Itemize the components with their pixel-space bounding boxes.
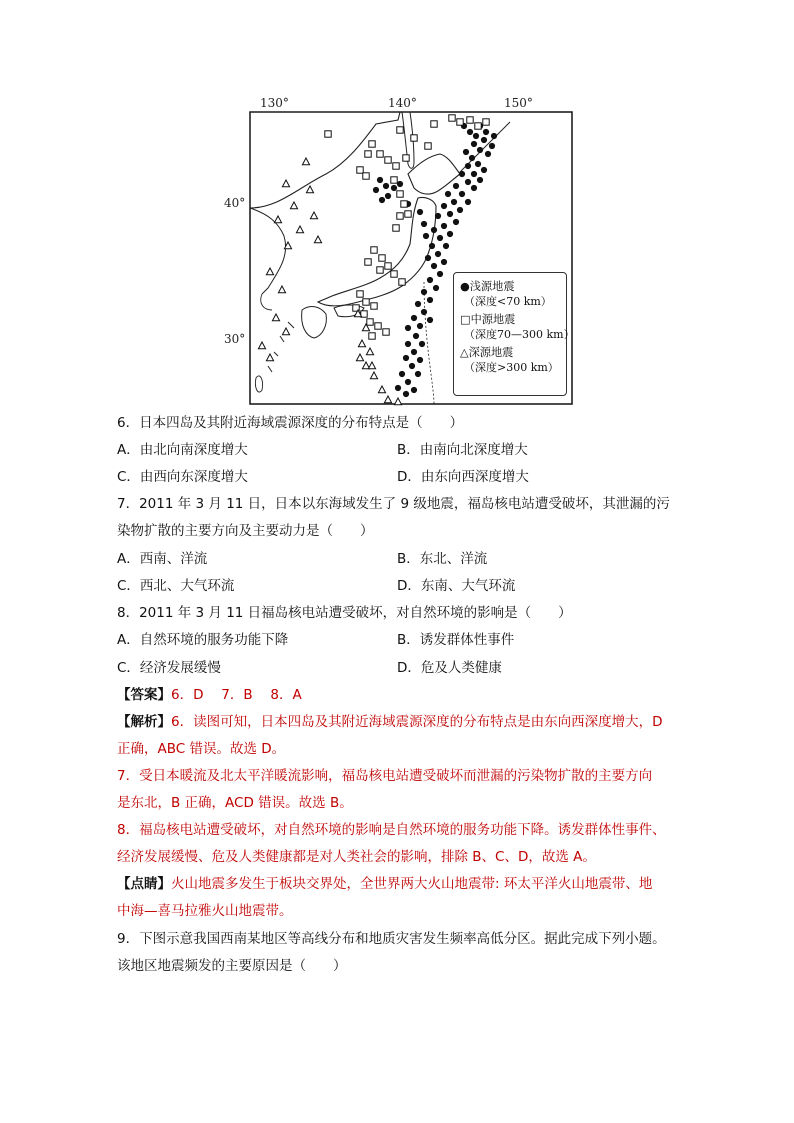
shallow-quake-dot	[467, 129, 473, 135]
medium-quake-square	[483, 119, 489, 125]
medium-quake-square	[357, 167, 363, 173]
shallow-quake-dot	[377, 177, 383, 183]
shallow-quake-dot	[415, 301, 421, 307]
tip-line1-text: 火山地震多发生于板块交界处，全世界两大火山地震带: 环太平洋火山地震带、地	[171, 876, 653, 892]
analysis-line1-text: 6．读图可知，日本四岛及其附近海域震源深度的分布特点是由东向西深度增大，D	[171, 714, 663, 730]
shallow-quake-dot	[419, 341, 425, 347]
medium-quake-square	[379, 255, 385, 261]
q8-option-c: C．经济发展缓慢	[117, 660, 221, 676]
tip-label: 【点睛】	[117, 876, 171, 892]
shallow-quake-dot	[441, 203, 447, 209]
medium-quake-square	[357, 291, 363, 297]
shallow-quake-dot	[465, 199, 471, 205]
medium-quake-square	[385, 263, 391, 269]
analysis-line5: 8．福岛核电站遭受破坏，对自然环境的影响是自然环境的服务功能下降。诱发群体性事件、	[117, 822, 666, 838]
shallow-quake-dot	[437, 235, 443, 241]
lat-label-40: 40°	[224, 196, 246, 210]
shallow-quake-dot	[417, 357, 423, 363]
medium-quake-square	[367, 319, 373, 325]
shallow-quake-dot	[471, 185, 477, 191]
q6-option-d: D．由东向西深度增大	[397, 469, 529, 485]
shallow-quake-dot	[435, 213, 441, 219]
shallow-quake-dot	[485, 151, 491, 157]
answer-label: 【答案】	[117, 687, 171, 703]
q6-option-b: B．由南向北深度增大	[397, 442, 528, 458]
lat-label-30: 30°	[224, 332, 246, 346]
q7-option-c: C．西北、大气环流	[117, 578, 235, 594]
shallow-quake-dot	[383, 183, 389, 189]
q8-stem: 8．2011 年 3 月 11 日福岛核电站遭受破坏，对自然环境的影响是（ ）	[117, 605, 572, 621]
medium-quake-square	[375, 323, 381, 329]
legend-deep	[460, 345, 562, 360]
shallow-quake-dot	[457, 207, 463, 213]
shallow-quake-dot	[453, 219, 459, 225]
medium-quake-square	[369, 141, 375, 147]
analysis-line6: 经济发展缓慢、危及人类健康都是对人类社会的影响，排除 B、C、D，故选 A。	[117, 849, 596, 865]
shallow-quake-dot	[431, 263, 437, 269]
shallow-quake-dot	[397, 181, 403, 187]
legend-medium-depth: （深度70—300 km）	[464, 328, 575, 341]
shallow-quake-dot	[453, 183, 459, 189]
shallow-quake-dot	[481, 167, 487, 173]
legend-shallow-depth: （深度<70 km）	[464, 295, 552, 308]
shallow-quake-dot	[451, 199, 457, 205]
shallow-quake-dot	[459, 191, 465, 197]
medium-quake-square	[391, 177, 397, 183]
shallow-quake-dot	[471, 141, 477, 147]
analysis-line3: 7．受日本暖流及北太平洋暖流影响，福岛核电站遭受破坏而泄漏的污染物扩散的主要方向	[117, 768, 653, 784]
shallow-quake-dot	[443, 243, 449, 249]
q7-stem-line2: 染物扩散的主要方向及主要动力是（ ）	[117, 523, 374, 539]
shallow-quake-dot	[427, 317, 433, 323]
medium-quake-square	[397, 213, 403, 219]
shallow-quake-dot	[465, 179, 471, 185]
shallow-quake-dot	[373, 187, 379, 193]
shallow-quake-dot	[417, 209, 423, 215]
shallow-quake-dot	[391, 185, 397, 191]
shallow-quake-dot	[477, 177, 483, 183]
medium-quake-square	[383, 329, 389, 335]
shallow-quake-dot	[437, 271, 443, 277]
medium-quake-square	[391, 271, 397, 277]
shallow-quake-dot	[491, 133, 497, 139]
earthquake-depth-map	[224, 96, 575, 406]
shallow-quake-dot	[463, 149, 469, 155]
analysis-line1	[117, 713, 662, 731]
lon-label-130: 130°	[260, 96, 289, 110]
shallow-quake-dot	[445, 191, 451, 197]
shallow-quake-dot	[471, 171, 477, 177]
medium-quake-square	[467, 117, 473, 123]
q9-line1: 9．下图示意我国西南某地区等高线分布和地质灾害发生频率高低分区。据此完成下列小题。	[117, 931, 666, 947]
shallow-quake-dot	[447, 231, 453, 237]
tip-line2: 中海—喜马拉雅火山地震带。	[117, 903, 293, 919]
medium-quake-square	[449, 115, 455, 121]
medium-quake-square	[385, 157, 391, 163]
shallow-quake-dot	[413, 333, 419, 339]
shallow-quake-dot	[469, 155, 475, 161]
medium-quake-square	[369, 333, 375, 339]
legend-medium-title: □中源地震	[460, 313, 516, 326]
analysis-line2: 正确，ABC 错误。故选 D。	[117, 741, 286, 757]
answer-line	[117, 686, 302, 704]
medium-quake-square	[371, 247, 377, 253]
legend-medium	[460, 312, 562, 327]
medium-quake-square	[325, 131, 331, 137]
analysis-line4: 是东北，B 正确，ACD 错误。故选 B。	[117, 795, 353, 811]
shallow-quake-dot	[431, 227, 437, 233]
medium-quake-square	[405, 211, 411, 217]
medium-quake-square	[393, 225, 399, 231]
medium-quake-square	[371, 303, 377, 309]
shallow-quake-dot	[415, 371, 421, 377]
shallow-quake-dot	[475, 161, 481, 167]
shallow-quake-dot	[405, 341, 411, 347]
q7-option-a: A．西南、洋流	[117, 551, 208, 567]
q7-stem-line1: 7．2011 年 3 月 11 日，日本以东海域发生了 9 级地震，福岛核电站遭受破坏，其泄漏的污	[117, 496, 670, 512]
map-legend	[453, 272, 575, 396]
shallow-quake-dot	[427, 277, 433, 283]
shallow-quake-dot	[421, 289, 427, 295]
shallow-quake-dot	[483, 129, 489, 135]
medium-quake-square	[393, 163, 399, 169]
medium-quake-square	[403, 155, 409, 161]
q8-option-a: A．自然环境的服务功能下降	[117, 632, 289, 648]
medium-quake-square	[411, 135, 417, 141]
lon-label-150: 150°	[504, 96, 533, 110]
tip-line1	[117, 875, 652, 893]
shallow-quake-dot	[465, 163, 471, 169]
shallow-quake-dot	[385, 193, 391, 199]
medium-quake-square	[397, 127, 403, 133]
lon-label-140: 140°	[388, 96, 417, 110]
medium-quake-square	[457, 119, 463, 125]
shallow-quake-dot	[379, 197, 385, 203]
shallow-quake-dot	[405, 379, 411, 385]
shallow-quake-dot	[423, 233, 429, 239]
q9-line2: 该地区地震频发的主要原因是（ ）	[117, 958, 347, 974]
q7-option-d: D．东南、大气环流	[397, 578, 516, 594]
q6-option-c: C．由西向东深度增大	[117, 469, 248, 485]
shallow-quake-dot	[433, 285, 439, 291]
medium-quake-square	[475, 123, 481, 129]
medium-quake-square	[425, 143, 431, 149]
shallow-quake-dot	[425, 255, 431, 261]
shallow-quake-dot	[411, 349, 417, 355]
shallow-quake-dot	[395, 385, 401, 391]
shallow-quake-dot	[399, 371, 405, 377]
medium-quake-square	[397, 191, 403, 197]
answer-text: 6．D 7．B 8．A	[171, 687, 302, 703]
q6-stem: 6．日本四岛及其附近海域震源深度的分布特点是（ ）	[117, 415, 464, 431]
medium-quake-square	[363, 299, 369, 305]
shallow-quake-dot	[403, 391, 409, 397]
medium-quake-square	[399, 279, 405, 285]
shallow-quake-dot	[481, 137, 487, 143]
medium-quake-square	[401, 201, 407, 207]
shallow-quake-dot	[405, 325, 411, 331]
analysis-label: 【解析】	[117, 714, 171, 730]
shallow-quake-dot	[473, 133, 479, 139]
q8-option-b: B．诱发群体性事件	[397, 632, 515, 648]
shallow-quake-dot	[441, 223, 447, 229]
shallow-quake-dot	[421, 221, 427, 227]
shallow-quake-dot	[411, 387, 417, 393]
shallow-quake-dot	[489, 143, 495, 149]
shallow-quake-dot	[477, 147, 483, 153]
q6-option-a: A．由北向南深度增大	[117, 442, 248, 458]
shallow-quake-dot	[403, 355, 409, 361]
shallow-quake-dot	[441, 259, 447, 265]
q7-option-b: B．东北、洋流	[397, 551, 488, 567]
medium-quake-square	[365, 259, 371, 265]
shallow-quake-dot	[447, 211, 453, 217]
shallow-quake-dot	[427, 297, 433, 303]
medium-quake-square	[377, 151, 383, 157]
shallow-quake-dot	[417, 323, 423, 329]
shallow-quake-dot	[409, 363, 415, 369]
shallow-quake-dot	[435, 251, 441, 257]
legend-shallow	[460, 279, 562, 294]
q8-option-d: D．危及人类健康	[397, 660, 502, 676]
shallow-quake-dot	[411, 315, 417, 321]
legend-deep-depth: （深度>300 km）	[464, 361, 559, 374]
medium-quake-square	[431, 121, 437, 127]
medium-quake-square	[377, 267, 383, 273]
shallow-quake-dot	[459, 171, 465, 177]
legend-deep-title: △深源地震	[460, 346, 514, 359]
medium-quake-square	[365, 151, 371, 157]
legend-shallow-title: ●浅源地震	[460, 280, 515, 293]
shallow-quake-dot	[421, 309, 427, 315]
shallow-quake-dot	[429, 243, 435, 249]
medium-quake-square	[363, 173, 369, 179]
